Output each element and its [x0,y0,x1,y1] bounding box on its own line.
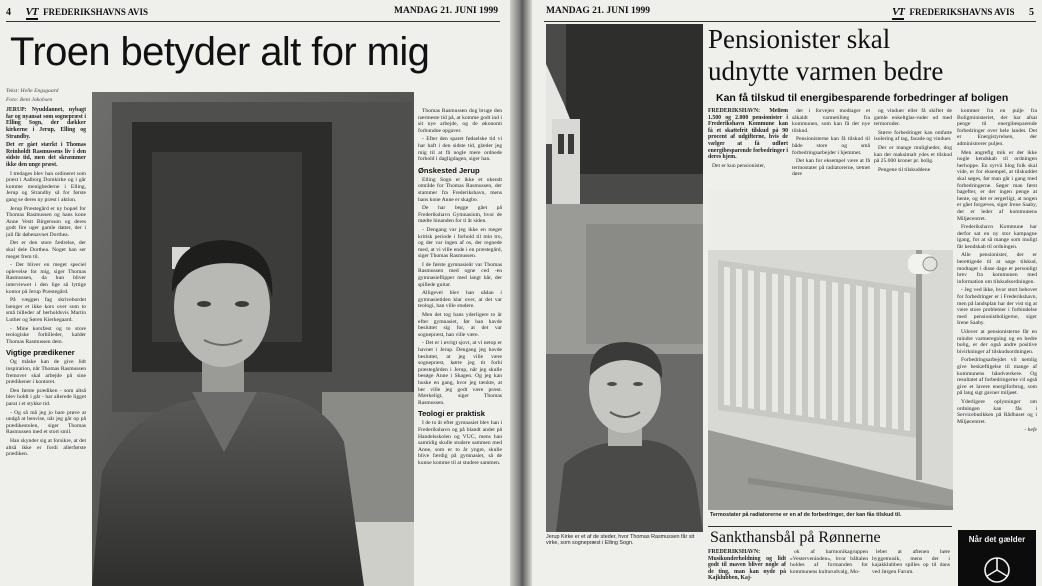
paragraph: der i forvejen modtager et såkaldt varmetillæg fra kommunen, som kan få det nye tilskud. [792,108,870,134]
paragraph: Pensionisterne kan få tilskud til både store og små forbedringsarbejder i hjemmet. [792,136,870,156]
paragraph: Men angreflg mik er der ikke nogle kendskab til ordningen herhoppe. En syrvii blog folk skal vide, er for eksempel, at tilskuddet skal søges, før man går i gang med forbedringerne. Søger man først bagefter, er der ingen penge at hente, og det er ærgerligt, at nogen er gået forgæves, siger Irene Saaby, der er leder af kommunens Miljøcentret. [957,149,1037,222]
radiator-photo [708,190,953,510]
page-number: 4 [6,7,11,18]
paragraph: Det kan for eksempel være at få termostater på radiatorerne, tætnet døre [792,158,870,178]
paper-name: FREDERIKSHAVNS AVIS [43,7,149,17]
paragraph: På væggen fag skrivebordet bænger et ikke kors over som to små billeder af herholdsvis Martin Luther og Søren Kierkegaard. [6,297,86,323]
lead-paragraph: FREDERIKSHAVN: Mellem 1.500 og 2.000 pensionister i Frederikshavn Kommune kan få et skattefrit tilskud på 90 procent af udgifterne, hvis de vælger at få udført energibesparende forbedringer i deres hjem. [708,108,788,161]
article-column-4 [957,108,1037,524]
header-rule [544,21,1036,22]
mercedes-advertisement [958,530,1036,586]
paragraph: - Det er i øvrigt sjovt, at vi netop er havnet i Jerup. Dengang jeg havde besluttet, at jeg ville være sognepræst, kørte jeg tit forbi præstegården i Jerup, når jeg skulle besøge Anne i Skagen. Og jeg kan huske en gang, hvor jeg tænkte, at her ville jeg godt være præst. Mærkeligt, siger Thomas Rasmussen. [418,340,502,406]
issue-date: MANDAG 21. JUNI 1999 [546,6,650,16]
subheading: Ønskested Jerup [418,165,480,175]
author-signature: - hefe [1024,427,1037,434]
paragraph: De har begge gået på Frederikshavn Gymnasium, hvor de mødte hinanden for ti år siden. [418,205,502,225]
paragraph: Og måske kan de give lidt inspiration, når Thomas Rasmussen fremover skal arbejde på sine prædikener i kontoret. [6,359,86,386]
paragraph: - Jeg ved ikke, hvor stort behovet for forbedringer er i Frederikshavn, men på landsplan har der vist sig at være store problemer i forbindelse med pensionistboligerne, siger Irene Saaby. [957,287,1037,327]
paragraph: - Dengang var jeg ikke en meget kritisk periode i forhold til min tro, og der var ingen af os, der regnede med, at vi ville ende i en præstegård, siger Thomas Rasmussen. [418,226,502,260]
radiator-illustration [708,190,953,510]
paragraph: Yderligere oplysninger om ordningen kan fås i Servicebutikken på Rådhuset og i Miljøcentret. [957,398,1037,425]
newspaper-logo: VT [891,6,905,18]
portrait-illustration [92,92,414,586]
paragraph: I de første gymnasieår var Thomas Rasmussen med ogne ced -en gymnasieflipper med langt hår, der spillede guitar. [418,261,502,288]
article-column-1 [6,88,86,586]
paragraph: - Og så må jeg jo bare prøve at undgå at benvise, når jeg går op på prædikestolen, siger Thomas Rasmussen med et stort smil. [6,409,86,436]
running-header-left [6,6,148,20]
paragraph: ok af harmonikagruppen »Vesterveninden«, hvor båltalen holdes af formanden for kommunens kulturudvalg, Mo- [790,549,868,575]
paragraph: Pengene til tilskuddene [878,166,931,173]
church-photo-caption: Jerup Kirke er et af de steder, hvor Thomas Rasmussen får sit virke, som sognepræst i Elling Sogn. [546,534,695,547]
paragraph: kommer fra en pulje fra Boligministeriet, der har afsat penge til energibesparende forbedringer over hele landet. Det er Energistyrelsen, der administrerer puljen. [957,108,1037,147]
paragraph: lebet at aftenen høre byggemusik, mens der i kajakklubben spilles op til dans ved Jørgen Farum. [872,549,950,575]
paragraph: Thomas Rasmussen dog bruge den nærmeste tid på, at komme godt ind i sit nye arbejde, og de økonomi forbundne opgaver. [418,108,502,134]
ad-text: Når det gælder [968,535,1026,544]
paragraph: Det er kun pensionister, [712,162,766,169]
subheading: Teologi er praktisk [418,409,485,419]
mercedes-star-icon [958,530,1036,586]
paragraph: Større forbedringer kan omfatte isolering af tag, facade og vinduer. [874,129,952,143]
headline-line-1: Pensionister skal [708,24,891,54]
story2-column-1 [708,549,786,586]
issue-date: MANDAG 21. JUNI 1999 [394,6,498,16]
right-page [532,0,1042,586]
portrait-photo [92,92,414,586]
headline: Troen betyder alt for mig [10,30,430,74]
article-column-3 [874,108,952,188]
paragraph: og vinduer eller få skiftet de gamle enkeltglas-ruder ud med termoruder. [874,108,952,128]
paper-name: FREDERIKSHAVNS AVIS [909,7,1015,17]
paragraph: - Mine korsfæst og to store teologiske forbilleder, kalder Thomas Rasmussen dem. [6,325,86,345]
subheadline: Kan få tilskud til energibesparende forbedringer af boligen [716,92,1009,104]
paragraph: Elling Sogn er ikke et ukendt område for Thomas Rasmussen, der stammer fra Frederikshavn, mens hans kone Anne er skagbo. [418,176,502,203]
page-spine [510,0,532,586]
paragraph: - Det bliver en meget speciel oplevelse for mig, siger Thomas Rasmussen, da hun bliver interviewet i den lige så lyttige kontor på Jerup Præstegård. [6,262,86,295]
newspaper-logo: VT [25,6,38,18]
church-portrait-illustration [546,24,703,532]
paragraph: FREDERIKSHAVN: Musikunderholdning og lidt godt til maven bliver nogle af de ting, man kan nyde på Kajklubben, Kaj- [708,549,786,582]
lead-paragraph: JERUP: Nyuddannet, nybagt far og nyansat som sognepræst i Elling Sogn, der dækker kirkerne i Jerup, Elling og Strandby. [6,107,86,140]
radiator-photo-caption: Termostater på radiatorerne er en af de forbedringer, der kan fås tilskud til. [710,512,902,518]
paragraph: Jerup Præstegård er ny bopæl for Thomas Rasmussen og hans kone Anne Vestt Birgersson og deres godt fire uger gamle datter, der i juli får døbenavnet Dorthea. [6,205,86,238]
church-portrait-photo [546,24,703,532]
byline-text: Tekst: Helle Engsgaard [6,88,59,94]
article-column-2 [792,108,870,188]
lead-paragraph: Det er gået stærkt i Thomas Reinholdt Rasmussens liv i den sidste tid, men det skræmmer ikke den unge præst. [6,142,86,168]
paragraph: Alligevel blev han sådan i gymnasietiden klar over, at det var teologi, han ville studere. [418,290,502,310]
paragraph: Den første prædiken - som altså blev holdt i går - har allerede ligget parat i et stykke tid. [6,387,86,407]
headline-line-2: udnytte varmen bedre [708,56,944,86]
byline-photo: Foto: Bent Jakobsen [6,96,53,103]
story2-column-3 [872,549,950,586]
paragraph: Forbedringsarbejdet vil nemlig give beskæftigelse til mange af kommunens håndværkere. Og resultatet af forbedringerne vil også give et lavere energiforbrug, som på lang sigt gavner miljøet. [957,357,1037,397]
article-column-3 [418,108,502,586]
paragraph: Men det tog hans yderligere to år efter gymnasiet, før han havde besluttet sig for, at det var sognepræst, han ville være. [418,312,502,338]
story2-column-2 [790,549,868,586]
paragraph: Han skynder sig at forsikre, at det altså ikke er fordi allerførste prædiken. [6,437,86,458]
paragraph: Frederikshavn Kommune har derfor sat en ny stor kampagne igang, for at så mange som muligt får kendskab til ordningen. [957,224,1037,250]
paragraph: I de to år efter gymnasiet blev han i Frederikshavn og på blandt andet på Handelsskolen og VUC, mens han samtidig skulle studere sammen med Anne, som er to år yngre, skulle blive færdig på gymnasiet, så de kunne komme til at studere sammen. [418,420,502,466]
page-number: 5 [1029,7,1034,18]
article-column-1 [708,108,788,188]
paragraph: Det er den store fædrelse, der skal dele Dorthea. Noget han ser meget frem til. [6,240,86,260]
subheading: Vigtige prædikener [6,348,75,358]
paragraph: - Efter den sparet fødselske tid vi har haft i den sidste tid, glæder jeg mig til at få nogle mere ordnede forhold i dagligdagen, siger han. [418,136,502,163]
story2-headline: Sankthansbål på Rønnerne [710,529,881,546]
paragraph: Udover at pensionisterne får en mindre varmeregning og en bedre bolig, er der også andre positive bivirkninger af tilskudsordningen. [957,329,1037,355]
header-rule [6,21,500,22]
paragraph: Der er mange muligheder, dog kan der maksimalt ydes et tilskud på 25.000 kroner pr. bolig. [874,144,952,165]
paragraph: I tredages blev han ordineret som præst i Aalborg Domkirke og i går komme menighederne i Elling, Jerup og Strandby så for første gang se deres ny præst i aktion. [6,170,86,203]
story-divider [708,526,952,527]
running-header-right [889,6,1034,20]
left-page [0,0,510,586]
paragraph: Alle pensionister, der er berettigede til at søge tilskud, modtager i disse dage et personligt brev fra kommunen med information om tilskudsordningen. [957,252,1037,285]
